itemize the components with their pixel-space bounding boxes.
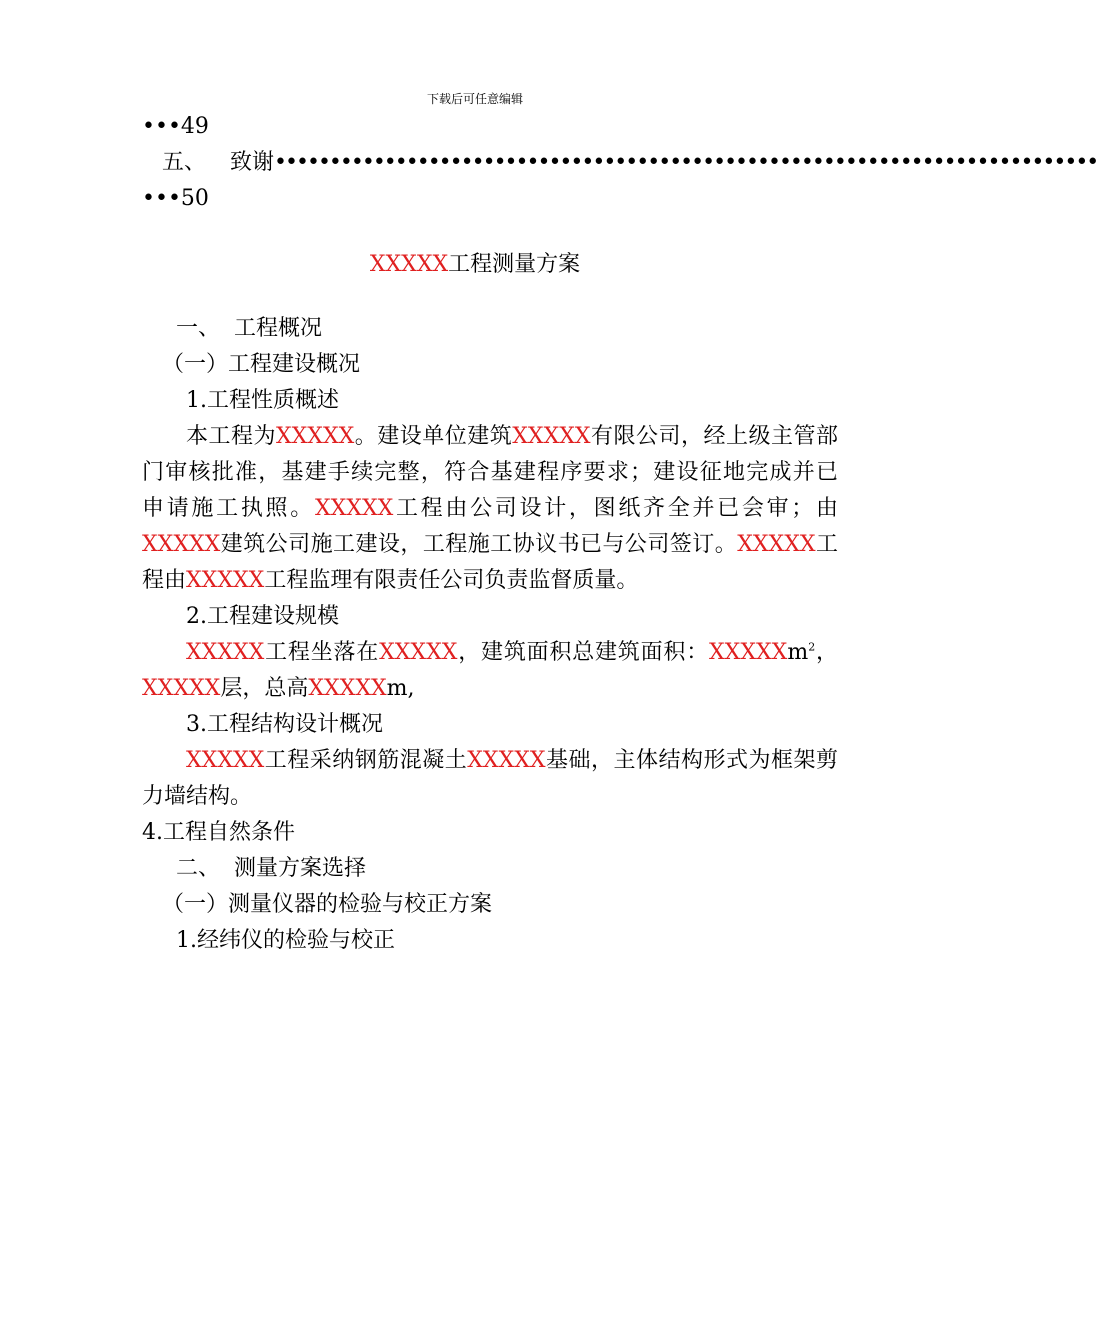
toc-entry-5[interactable] — [162, 148, 1097, 178]
section-heading-1 — [176, 314, 322, 344]
paragraph-1-line-2: 门审核批准，基建手续完整，符合基建程序要求；建设征地完成并已 — [142, 460, 838, 485]
subsection-label: 测量仪器的检验与校正方案 — [228, 892, 493, 917]
toc-entry-label: 致谢 — [230, 150, 275, 175]
page-header: 下载后可任意编辑 — [426, 92, 523, 106]
toc-leader-dots: ••••••••••••••••••••••••••••••••••••••••••••••••••••••••••••••••••••••••••• — [274, 150, 1097, 175]
paragraph-1-line-1: 本工程为XXXXX。建设单位建筑XXXXX有限公司，经上级主管部 — [186, 424, 838, 449]
section-label: 测量方案选择 — [234, 856, 367, 881]
paragraph-3-line-1: XXXXX工程采纳钢筋混凝土XXXXX基础，主体结构形式为框架剪 — [186, 748, 838, 773]
section-number: 一、 — [176, 316, 221, 341]
paragraph-1-line-5: 程由XXXXX工程监理有限责任公司负责监督质量。 — [142, 568, 639, 593]
title-text: 工程测量方案 — [448, 252, 581, 277]
section-number: 二、 — [176, 856, 221, 881]
paragraph-2-line-2: XXXXX层，总高XXXXXm, — [142, 676, 415, 701]
paragraph-1-line-4: XXXXX建筑公司施工建设，工程施工协议书已与公司签订。XXXXX工 — [142, 532, 838, 557]
subsection-heading-1 — [162, 350, 360, 380]
subsection-number: （一） — [162, 892, 229, 917]
item-heading-4: 4.工程自然条件 — [142, 820, 295, 845]
paragraph-3-line-2: 力墙结构。 — [142, 784, 253, 809]
section-heading-2 — [176, 854, 366, 884]
subsection-number: （一） — [162, 352, 229, 377]
section-label: 工程概况 — [234, 316, 323, 341]
paragraph-2-line-1: XXXXX工程坐落在XXXXX，建筑面积总建筑面积：XXXXXm$^2$， — [186, 640, 838, 665]
title-placeholder: XXXXX — [369, 252, 449, 277]
toc-page-number: •••50 — [142, 186, 209, 211]
item-heading-2: 2.工程建设规模 — [186, 604, 339, 629]
paragraph-1-line-3: 申请施工执照。XXXXX工程由公司设计，图纸齐全并已会审；由 — [142, 496, 838, 521]
document-title — [0, 250, 950, 280]
toc-page-number: •••49 — [142, 114, 209, 139]
subsection-label: 工程建设概况 — [228, 352, 361, 377]
item-heading-5: 1.经纬仪的检验与校正 — [176, 928, 395, 953]
item-heading-1: 1.工程性质概述 — [186, 388, 339, 413]
item-heading-3: 3.工程结构设计概况 — [186, 712, 383, 737]
toc-entry-number: 五、 — [162, 150, 207, 175]
subsection-heading-2 — [162, 890, 492, 920]
